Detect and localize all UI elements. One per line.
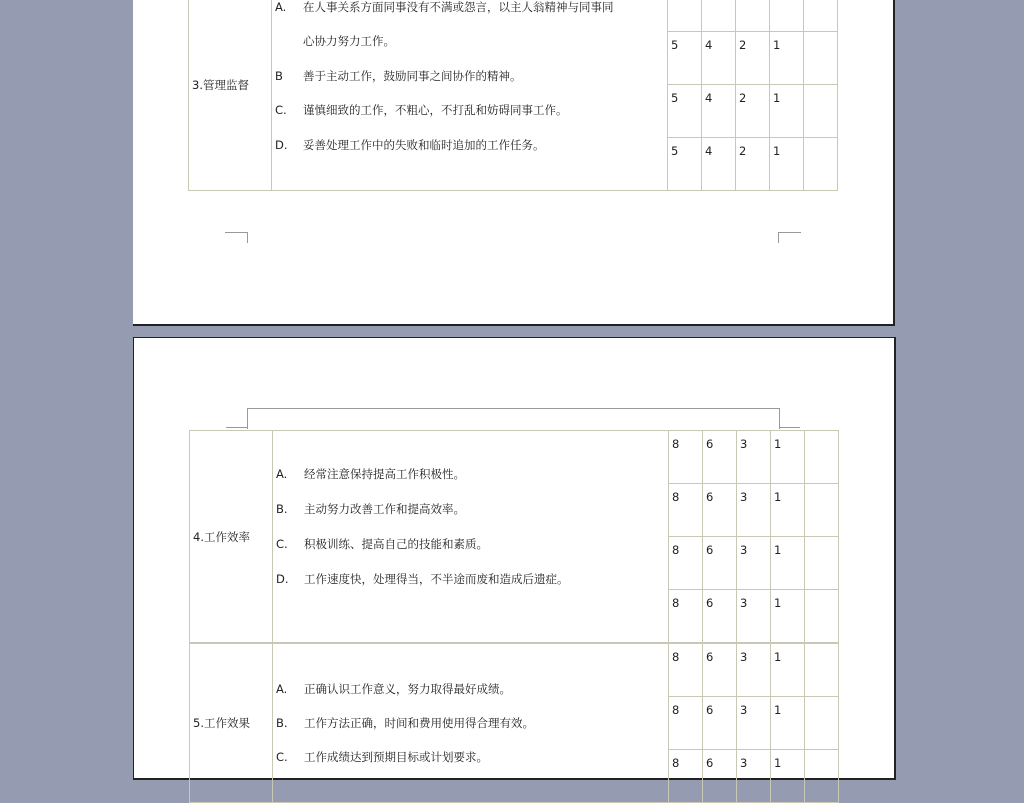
empty-score-cell	[804, 85, 838, 138]
score-cell: 8	[669, 750, 703, 803]
empty-score-cell	[805, 484, 839, 537]
score-cell: 5	[668, 32, 702, 85]
corner-mark	[778, 232, 801, 243]
corner-mark	[779, 427, 800, 428]
score-cell: 2	[736, 138, 770, 191]
score-cell	[770, 0, 804, 32]
criteria-cell	[273, 644, 669, 803]
item-key: C.	[276, 750, 288, 764]
evaluation-table	[188, 0, 838, 191]
item-key: D.	[276, 572, 289, 586]
item-text: 善于主动工作，鼓励同事之间协作的精神。	[303, 69, 522, 83]
score-cell: 1	[771, 484, 805, 537]
score-cell: 1	[770, 138, 804, 191]
score-cell: 2	[736, 85, 770, 138]
item-key: A.	[275, 0, 287, 14]
score-cell: 4	[702, 138, 736, 191]
score-cell: 8	[669, 644, 703, 697]
item-key: C.	[275, 103, 287, 117]
table-row	[189, 0, 838, 32]
criteria-item	[276, 715, 534, 731]
corner-mark	[226, 427, 247, 428]
item-key: B.	[276, 716, 288, 730]
header-bracket	[247, 408, 780, 429]
score-cell: 3	[737, 431, 771, 484]
empty-score-cell	[804, 32, 838, 85]
score-cell: 1	[771, 750, 805, 803]
criteria-item	[276, 571, 569, 587]
empty-score-cell	[805, 697, 839, 750]
item-key: D.	[275, 138, 288, 152]
score-cell: 1	[771, 644, 805, 697]
category-label: 4.工作效率	[190, 431, 273, 643]
score-cell: 1	[771, 590, 805, 643]
score-cell: 8	[669, 537, 703, 590]
score-cell: 4	[702, 85, 736, 138]
score-cell: 8	[669, 484, 703, 537]
item-text: 在人事关系方面同事没有不满或怨言，以主人翁精神与同事同	[303, 0, 614, 14]
item-key: C.	[276, 537, 288, 551]
score-cell: 6	[703, 431, 737, 484]
score-cell: 8	[669, 590, 703, 643]
document-page-2	[133, 337, 896, 780]
score-cell	[702, 0, 736, 32]
score-cell: 6	[703, 750, 737, 803]
score-cell: 3	[737, 697, 771, 750]
score-cell: 6	[703, 537, 737, 590]
score-cell: 3	[737, 484, 771, 537]
score-cell: 3	[737, 590, 771, 643]
score-cell: 8	[669, 697, 703, 750]
empty-score-cell	[805, 750, 839, 803]
item-text: 经常注意保持提高工作积极性。	[304, 467, 465, 481]
score-cell: 1	[770, 32, 804, 85]
item-text: 心协力努力工作。	[303, 34, 395, 48]
score-cell: 3	[737, 644, 771, 697]
criteria-item	[275, 102, 568, 118]
score-cell: 5	[668, 85, 702, 138]
document-page-1	[133, 0, 895, 326]
corner-mark	[225, 232, 248, 243]
score-cell: 3	[737, 750, 771, 803]
evaluation-table	[189, 643, 839, 803]
score-cell: 1	[771, 537, 805, 590]
empty-score-cell	[805, 431, 839, 484]
item-text: 工作方法正确，时间和费用使用得合理有效。	[304, 716, 534, 730]
criteria-item	[276, 501, 465, 517]
item-text: 谨慎细致的工作，不粗心，不打乱和妨碍同事工作。	[303, 103, 568, 117]
score-cell: 6	[703, 590, 737, 643]
score-cell	[736, 0, 770, 32]
criteria-item	[275, 68, 522, 84]
score-cell: 1	[771, 697, 805, 750]
score-cell: 2	[736, 32, 770, 85]
criteria-item	[276, 749, 488, 765]
item-text: 积极训练、提高自己的技能和素质。	[304, 537, 488, 551]
criteria-item	[276, 466, 465, 482]
item-text: 工作速度快，处理得当，不半途而废和造成后遗症。	[304, 572, 569, 586]
table-row	[190, 644, 839, 697]
evaluation-table	[189, 430, 839, 643]
score-cell: 6	[703, 644, 737, 697]
item-text: 主动努力改善工作和提高效率。	[304, 502, 465, 516]
criteria-item	[275, 0, 614, 15]
item-key: B	[275, 69, 283, 83]
category-label: 3.管理监督	[189, 0, 272, 191]
score-cell: 6	[703, 484, 737, 537]
empty-score-cell	[804, 0, 838, 32]
empty-score-cell	[805, 537, 839, 590]
score-cell: 6	[703, 697, 737, 750]
score-cell: 1	[771, 431, 805, 484]
item-text: 妥善处理工作中的失败和临时追加的工作任务。	[303, 138, 545, 152]
item-key: B.	[276, 502, 288, 516]
empty-score-cell	[805, 644, 839, 697]
score-cell	[668, 0, 702, 32]
criteria-item	[275, 33, 395, 49]
criteria-cell	[272, 0, 668, 191]
item-key: A.	[276, 467, 288, 481]
score-cell: 5	[668, 138, 702, 191]
criteria-item	[276, 681, 511, 697]
criteria-cell	[273, 431, 669, 643]
score-cell: 4	[702, 32, 736, 85]
item-text: 正确认识工作意义，努力取得最好成绩。	[304, 682, 511, 696]
item-key: A.	[276, 682, 288, 696]
table-row	[190, 431, 839, 484]
criteria-item	[275, 137, 545, 153]
empty-score-cell	[805, 590, 839, 643]
score-cell: 1	[770, 85, 804, 138]
empty-score-cell	[804, 138, 838, 191]
score-cell: 8	[669, 431, 703, 484]
item-text: 工作成绩达到预期目标或计划要求。	[304, 750, 488, 764]
score-cell: 3	[737, 537, 771, 590]
category-label: 5.工作效果	[190, 644, 273, 803]
criteria-item	[276, 536, 488, 552]
